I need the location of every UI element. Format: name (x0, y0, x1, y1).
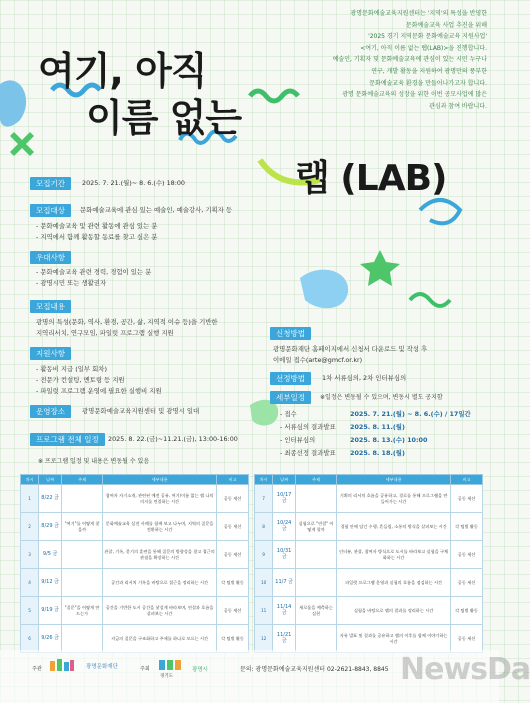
intro-line: 관심과 참여 바랍니다. (429, 102, 487, 110)
intro-line: 예술인, 기획자 및 문화예술교육에 관심이 있는 시민 누구나 (332, 56, 487, 64)
table-cell-n: 11 (255, 597, 273, 625)
table-cell-r: 공동 세션 (217, 541, 249, 569)
title-line-3: 랩 (LAB) (295, 158, 447, 199)
table-row (255, 569, 483, 597)
table-header-cell: 비고 (217, 475, 249, 485)
intro-line: 광명 문화예술교육의 성장을 위한 이번 공모사업에 많은 (342, 91, 487, 99)
table-cell-d: 10/31 금 (273, 541, 296, 569)
blue-blob-left (0, 80, 26, 126)
table-cell-t (62, 625, 103, 653)
table-cell-t (62, 569, 103, 597)
support-item-2: - 전문가 컨설팅, 멘토링 등 지원 (36, 376, 125, 384)
table-cell-c: 파일럿 프로그램 운영과 실험의 흐름을 점검하는 시간 (337, 569, 451, 597)
gyeonggi-logo (158, 657, 182, 671)
green-cross-deco (10, 132, 34, 156)
table-row (255, 541, 483, 569)
preference-label: 우대사항 (30, 251, 71, 264)
table-cell-n: 6 (21, 625, 39, 653)
table-cell-c: 참여자 자기소개, 관련된 예전 공유, 여기/이름 없는 랩 나의 의지를 연결하는 시간 (103, 485, 217, 513)
title-line-1: 여기, 아직 (38, 49, 207, 93)
table-cell-c: 공간과 리서치 기록을 바탕으로 접근을 정리하는 시간 (103, 569, 217, 597)
intro-line: 광명문화예술교육지원센터는 '지역'의 특성을 반영한 (350, 10, 487, 17)
support-item-1: - 활동비 지급 (일부 회차) (36, 365, 107, 373)
table-row (21, 625, 249, 653)
table-cell-r: 공동 세션 (217, 597, 249, 625)
table-cell-c: 인터뷰, 관찰, 참여자 방식으로 도시를 바라보고 실험을 구체화하는 시간 (337, 541, 451, 569)
table-cell-c: 지금의 질문을 구조화하고 주제를 하나로 모으는 시간 (103, 625, 217, 653)
table-cell-d: 9/5 금 (39, 541, 62, 569)
detail-row-2-value: 2025. 8. 11.(월) (350, 423, 405, 431)
table-cell-r: 공동 세션 (451, 485, 483, 513)
table-cell-d: 11/21 금 (273, 625, 296, 653)
apply-method-line-2: 이메일 접수(arte@gmcf.or.kr) (273, 356, 363, 364)
apply-method-label: 신청방법 (270, 327, 311, 340)
table-cell-c: 경험 안에 담긴 수행, 흔들림, 소통의 방식을 살펴보는 시간 (337, 513, 451, 541)
table-cell-r: 공동 세션 (451, 541, 483, 569)
table-cell-n: 10 (255, 569, 273, 597)
table-row (21, 485, 249, 513)
table-cell-t: "여기"를 어떻게 찾을까 (62, 513, 103, 541)
table-cell-t: 새로움을 예측하는 실천 (296, 597, 337, 625)
recruit-target-value: 문화예술교육에 관심 있는 예술인, 예술강사, 기획자 등 (80, 206, 233, 214)
table-cell-n: 12 (255, 625, 273, 653)
table-header-cell: 비고 (451, 475, 483, 485)
table-cell-d: 9/19 금 (39, 597, 62, 625)
apply-method-line-1: 광명문화재단 홈페이지에서 신청서 다운로드 및 작성 후 (273, 345, 428, 353)
table-cell-d: 11/7 금 (273, 569, 296, 597)
schedule-table-right (254, 474, 483, 653)
inquiry-text: 문의: 광명문화예술교육지원센터 02-2621-8843, 8845 (240, 666, 389, 673)
detail-row-1-value: 2025. 7. 21.(월) ~ 8. 6.(수) / 17일간 (350, 410, 471, 418)
blue-blob-mid (300, 270, 348, 309)
table-cell-r: 각 팀별 활동 (217, 569, 249, 597)
table-cell-t (296, 541, 337, 569)
table-cell-n: 1 (21, 485, 39, 513)
table-cell-d: 8/22 금 (39, 485, 62, 513)
table-cell-r: 공동 세션 (217, 485, 249, 513)
priority-note-2: - 지역에서 함께 활동할 동료를 찾고 싶은 분 (36, 233, 158, 241)
table-cell-c: 공간을 기반한 도시 공간을 낯설게 바라보며, 연결과 흐름을 살펴보는 시간 (103, 597, 217, 625)
intro-line: '2025 경기 지역문화 문화예술교육 지원사업' (368, 33, 487, 41)
table-cell-r: 공동 세션 (451, 569, 483, 597)
detail-schedule-label: 세부일정 (270, 391, 311, 404)
preference-item-1: - 문화예술교육 관련 경력, 경험이 있는 분 (36, 268, 152, 276)
gwangmyeong-culture-foundation: 광명문화재단 (86, 664, 118, 670)
table-cell-t (296, 485, 337, 513)
table-cell-r: 각 팀별 활동 (217, 625, 249, 653)
intro-text (282, 8, 487, 112)
table-cell-c: 기획의 리서치 흐름을 공유하고, 경로를 통해 프로그램을 만들어가는 시간 (337, 485, 451, 513)
selection-method-value: 1차 서류심의, 2차 인터뷰심의 (322, 374, 407, 382)
gyeonggi-label: 경기도 (160, 674, 174, 679)
schedule-note: ※ 프로그램 일정 및 내용은 변동될 수 있음 (38, 458, 150, 465)
venue-value: 광명문화예술교육지원센터 및 광명시 일대 (82, 407, 200, 415)
recruit-content-line-1: 광명의 특성(문화, 역사, 환경, 공간, 삶, 지역적 이슈 등)을 기반한 (36, 318, 218, 326)
newsda-watermark: NewsDa (400, 652, 530, 687)
intro-line: <여기, 아직 이름 없는 랩(LAB)>을 진행합니다. (360, 44, 487, 52)
gwangmyeong-city: 광명시 (192, 667, 208, 673)
gwangmyeong-culture-logo (48, 657, 76, 675)
table-header-cell: 차시 (255, 475, 273, 485)
table-header-cell: 차시 (21, 475, 39, 485)
table-cell-t (62, 541, 103, 569)
recruit-target-label: 모집대상 (30, 204, 71, 217)
green-squiggle-mid (410, 294, 450, 306)
schedule-table-left (20, 474, 249, 653)
table-header-cell: 주제 (296, 475, 337, 485)
table-row (255, 597, 483, 625)
recruit-content-label: 모집내용 (30, 300, 71, 313)
recruit-period-label: 모집기간 (30, 177, 71, 190)
table-cell-n: 8 (255, 513, 273, 541)
table-cell-c: 실험을 바탕으로 랩의 결과를 정리하는 시간 (337, 597, 451, 625)
host-organizer-label: 주관 (32, 666, 42, 672)
table-row (21, 597, 249, 625)
table-cell-n: 3 (21, 541, 39, 569)
table-cell-d: 11/14 금 (273, 597, 296, 625)
overall-schedule-label: 프로그램 전체 일정 (30, 433, 105, 446)
table-header-cell: 세부내용 (103, 475, 217, 485)
table-cell-t: 실험으로 "연결" 어떻게 할까 (296, 513, 337, 541)
table-cell-d: 8/29 금 (39, 513, 62, 541)
table-cell-d: 9/26 금 (39, 625, 62, 653)
table-cell-n: 4 (21, 569, 39, 597)
table-row (21, 569, 249, 597)
detail-schedule-note: ※일정은 변동될 수 있으며, 변동시 별도 공지함 (320, 394, 443, 401)
table-cell-n: 7 (255, 485, 273, 513)
intro-line: 문화예술교육 환경을 만들어나가고자 합니다. (369, 79, 487, 87)
support-item-3: - 파일럿 프로그램 운영에 필요한 실행비 지원 (36, 387, 162, 395)
table-header-cell: 날짜 (39, 475, 62, 485)
table-header-cell: 세부내용 (337, 475, 451, 485)
detail-row-1-key: - 접수 (280, 410, 297, 418)
table-row (21, 513, 249, 541)
table-header-row (21, 475, 249, 485)
table-cell-n: 9 (255, 541, 273, 569)
table-cell-r: 공동 세션 (217, 513, 249, 541)
table-cell-d: 9/12 금 (39, 569, 62, 597)
detail-row-3-value: 2025. 8. 13.(수) 10:00 (350, 436, 428, 444)
table-row (21, 541, 249, 569)
support-label: 지원사항 (30, 347, 71, 360)
star-deco (360, 250, 400, 286)
table-cell-r: 각 팀별 활동 (451, 513, 483, 541)
table-cell-t (296, 625, 337, 653)
table-cell-t (62, 485, 103, 513)
intro-line: 연구, 개발 활동을 지원하여 광명만의 풍부한 (371, 67, 487, 75)
table-row (255, 625, 483, 653)
table-row (255, 513, 483, 541)
table-cell-t (296, 569, 337, 597)
title-line-2: 이름 없는 (86, 96, 242, 140)
table-header-row (255, 475, 483, 485)
preference-item-2: - 광명시민 또는 생활권자 (36, 279, 107, 287)
intro-line: 문화예술교육 사업 추진을 위해 (405, 21, 487, 29)
detail-row-2-key: - 서류심의 결과발표 (280, 423, 336, 431)
table-cell-r: 공동 세션 (451, 625, 483, 653)
table-cell-t: "질문"을 어떻게 만드는가 (62, 597, 103, 625)
host-sponsor-label: 주최 (140, 666, 150, 672)
table-cell-c: 문화예술교육 실전 사례를 함께 보고 나누며, 지역의 질문을 전환하는 시간 (103, 513, 217, 541)
priority-note-1: - 문화예술교육 및 관련 활동에 관심 있는 분 (36, 222, 158, 230)
table-cell-r: 각 팀별 활동 (451, 597, 483, 625)
detail-row-3-key: - 인터뷰심의 (280, 436, 316, 444)
table-cell-d: 10/17 금 (273, 485, 296, 513)
venue-label: 운영장소 (30, 405, 71, 418)
detail-row-4-value: 2025. 8. 18.(월) (350, 449, 405, 457)
table-cell-n: 2 (21, 513, 39, 541)
table-cell-d: 10/24 금 (273, 513, 296, 541)
table-row (255, 485, 483, 513)
overall-schedule-value: 2025. 8. 22.(금)~11.21.(금), 13:00-16:00 (108, 435, 238, 443)
table-cell-c: 관찰, 기록, 묻기의 훈련을 통해 질문의 방향성을 찾고 접근의 관점을 확장하는 시간 (103, 541, 217, 569)
table-header-cell: 주제 (62, 475, 103, 485)
table-cell-c: 자유 발표 및 결과를 공유하고 랩의 이후를 함께 이야기하는 시간 (337, 625, 451, 653)
recruit-period-value: 2025. 7. 21.(월)~ 8. 6.(수) 18:00 (82, 179, 185, 187)
selection-method-label: 선정방법 (270, 372, 311, 385)
table-cell-n: 5 (21, 597, 39, 625)
blue-swirl-right (420, 200, 460, 223)
recruit-content-line-2: 지역리서치, 연구모임, 파일럿 프로그램 실행 지원 (36, 329, 174, 337)
detail-row-4-key: - 최종선정 결과발표 (280, 449, 336, 457)
table-header-cell: 날짜 (273, 475, 296, 485)
